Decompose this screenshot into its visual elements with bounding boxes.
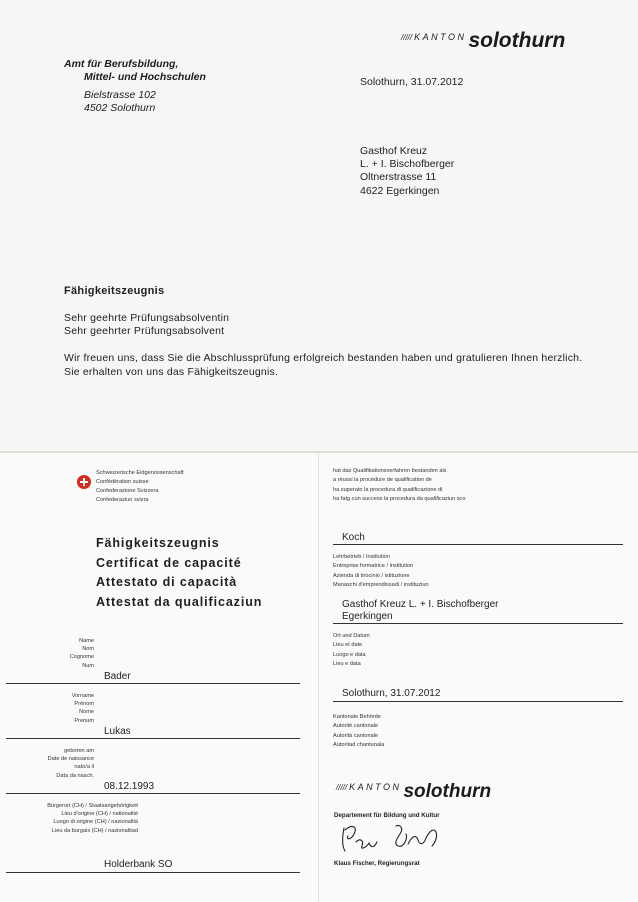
origin-labels (6, 802, 138, 835)
company-underline (333, 623, 623, 624)
recipient-line: Gasthof Kreuz (360, 145, 428, 157)
fold-line (0, 451, 638, 453)
salutation-1: Sehr geehrte Prüfungsabsolventin (64, 312, 230, 324)
label: Luogo di origine (CH) / nazionalità (53, 819, 138, 826)
recipient-address (360, 145, 454, 198)
label: Prenum (74, 717, 94, 724)
label: Vorname (71, 693, 94, 699)
certificate-fold (318, 452, 319, 902)
logo-name: solothurn (403, 781, 492, 802)
signatory: Klaus Fischer, Regierungsrat (334, 860, 420, 867)
signature-image (338, 818, 458, 858)
recipient-line: L. + I. Bischofberger (360, 158, 455, 171)
place-value: Solothurn, 31.07.2012 (342, 688, 441, 699)
label: Azienda di tirocinio / istituzione (333, 572, 410, 579)
canton-logo-certificate (336, 774, 492, 802)
sender-line1: Amt für Berufsbildung, (64, 58, 179, 70)
label: Lieu et date (333, 642, 363, 649)
body-line-1: Wir freuen uns, dass Sie die Abschlussprüfung erfolgreich bestanden haben und gratulieren Ihnen herzlich. (64, 352, 583, 364)
certificate-title: Attestat da qualificaziun (96, 594, 263, 609)
logo-bars: ///// (336, 783, 348, 792)
birth-underline (6, 793, 300, 794)
department: Departement für Bildung und Kultur (334, 812, 440, 819)
company-labels (333, 553, 429, 591)
recipient-line: 4622 Egerkingen (360, 184, 440, 197)
confederation-line: Confederazione Svizzera (96, 488, 159, 494)
sender-city: 4502 Solothurn (84, 102, 156, 114)
name-underline (6, 683, 300, 684)
birth-labels (6, 747, 94, 780)
label: Num (82, 662, 94, 669)
logo-bars: ///// (401, 33, 413, 42)
label: Prénom (74, 701, 94, 708)
name-value: Bader (104, 671, 131, 682)
label: Luogo e data (333, 651, 366, 658)
label: Lieu da burgais (CH) / nazionalitad (51, 827, 138, 834)
origin-value: Holderbank SO (104, 859, 173, 870)
label: geboren am (64, 748, 94, 754)
qualification-text (333, 467, 465, 505)
logo-kanton: KANTON (349, 782, 402, 792)
logo-kanton: KANTON (414, 32, 467, 42)
label: Date de naissance (47, 756, 94, 763)
label: Lehrbetrieb / Institution (333, 554, 390, 560)
logo-name: solothurn (468, 29, 566, 52)
confederation-line: Confédération suisse (96, 479, 149, 485)
place-labels (333, 632, 370, 670)
label: ha fatg cun success la procedura da qualificaziun sco (333, 496, 466, 503)
qualification-value: Koch (342, 532, 365, 543)
sender-street: Bielstrasse 102 (84, 89, 156, 101)
place-underline (333, 701, 623, 702)
canton-logo (401, 22, 566, 52)
subject: Fähigkeitszeugnis (64, 285, 165, 297)
confederation-line: Schweizerische Eidgenossenschaft (96, 470, 184, 476)
label: Bürgerort (CH) / Staatsangehörigkeit (47, 803, 138, 809)
label: Nome (79, 709, 94, 716)
label: Cognome (69, 654, 94, 661)
label: hat das Qualifikationsverfahren bestanden als (333, 468, 447, 474)
label: Data da nasch. (56, 772, 94, 779)
confederation-line: Confederaziun svizra (96, 497, 149, 503)
company-value-1: Gasthof Kreuz L. + I. Bischofberger (342, 599, 499, 610)
sender-line2: Mittel- und Hochschulen (84, 71, 206, 83)
confederation-names (96, 469, 184, 505)
company-value-2: Egerkingen (342, 611, 393, 622)
label: Autoritad chantunala (333, 742, 385, 749)
letter-date: Solothurn, 31.07.2012 (360, 76, 464, 88)
body-line-2: Sie erhalten von uns das Fähigkeitszeugnis. (64, 366, 279, 378)
label: Ort und Datum (333, 633, 370, 639)
firstname-underline (6, 738, 300, 739)
certificate-title: Fähigkeitszeugnis (96, 536, 220, 550)
qualification-underline (333, 544, 623, 545)
authority-labels (333, 713, 384, 751)
certificate-titles (96, 534, 262, 612)
label: Manaschi d'emprendissadi / instituziun (333, 582, 429, 589)
firstname-value: Lukas (104, 726, 131, 737)
swiss-cross-icon (77, 475, 91, 489)
label: ha superato la procedura di qualificazione di (333, 486, 443, 493)
certificate-title: Attestato di capacità (96, 575, 238, 589)
label: Autorità cantonale (333, 732, 379, 739)
label: Lieu d'origine (CH) / nationalité (61, 811, 138, 818)
birth-value: 08.12.1993 (104, 781, 155, 792)
firstname-labels (6, 692, 94, 725)
label: a réussi la procédure de qualification de (333, 477, 432, 484)
label: Kantonale Behörde (333, 714, 381, 720)
name-labels (6, 637, 94, 670)
label: Name (79, 638, 94, 644)
origin-underline (6, 872, 300, 873)
label: Nom (82, 646, 94, 653)
label: Lieu e data (333, 661, 361, 668)
label: Entreprise formatrice / institution (333, 563, 414, 570)
certificate-title: Certificat de capacité (96, 555, 242, 570)
recipient-line: Oltnerstrasse 11 (360, 171, 437, 184)
label: nato/a il (74, 764, 94, 771)
salutation-2: Sehr geehrter Prüfungsabsolvent (64, 325, 225, 337)
label: Autorité cantonale (333, 723, 379, 730)
